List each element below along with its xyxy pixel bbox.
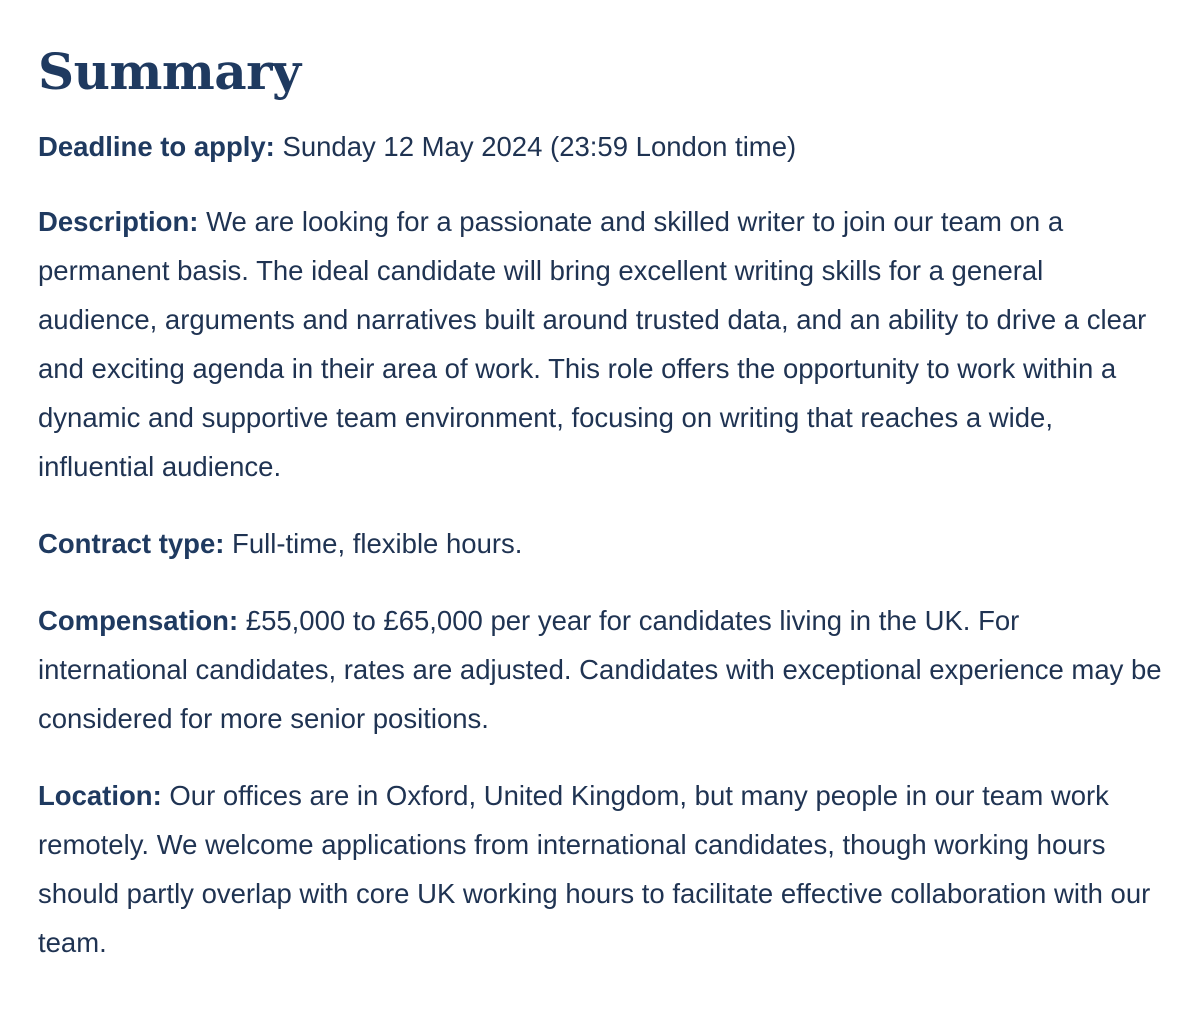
deadline-label: Deadline to apply:	[38, 131, 275, 162]
page-title: Summary	[38, 42, 301, 101]
location-value: Our offices are in Oxford, United Kingdom, but many people in our team work remotely. We welcome applications from international candidates, though working hours should partly overlap with core UK working hours to facilitate effective collaboration with our team.	[38, 780, 1151, 958]
deadline-value: Sunday 12 May 2024 (23:59 London time)	[282, 131, 797, 162]
deadline-field	[38, 122, 1170, 171]
compensation-field	[38, 596, 1170, 743]
location-label: Location:	[38, 780, 162, 811]
description-field	[38, 197, 1170, 491]
contract-type-value: Full-time, flexible hours.	[232, 528, 523, 559]
location-field	[38, 771, 1170, 967]
description-value: We are looking for a passionate and skilled writer to join our team on a permanent basis. The ideal candidate will bring excellent writing skills for a general audience, arguments and narratives built around trusted data, and an ability to drive a clear and exciting agenda in their area of work. This role offers the opportunity to work within a dynamic and supportive team environment, focusing on writing that reaches a wide, influential audience.	[38, 206, 1147, 482]
description-label: Description:	[38, 206, 199, 237]
contract-type-field	[38, 519, 1170, 568]
compensation-label: Compensation:	[38, 605, 239, 636]
compensation-value: £55,000 to £65,000 per year for candidates living in the UK. For international candidates, rates are adjusted. Candidates with exceptional experience may be considered for more senior positions.	[38, 605, 1162, 734]
contract-type-label: Contract type:	[38, 528, 225, 559]
